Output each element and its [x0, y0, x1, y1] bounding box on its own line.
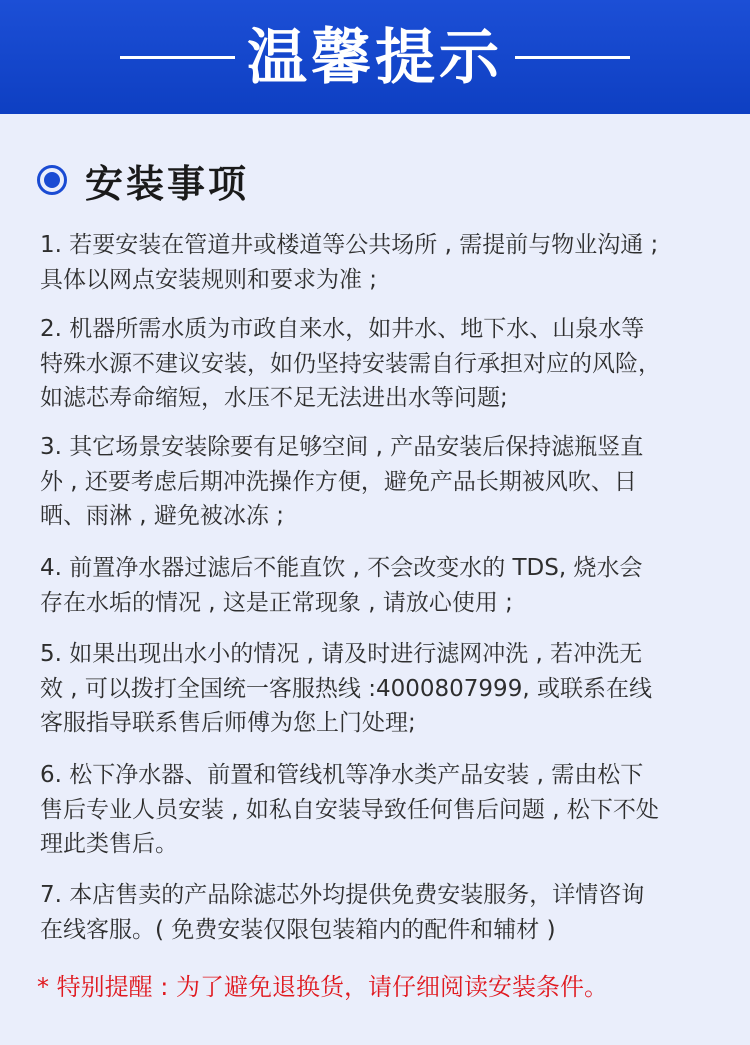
instruction-item-7: 7. 本店售卖的产品除滤芯外均提供免费安装服务，详情咨询 在线客服。( 免费安装仅限包装箱内的配件和辅材 ) [40, 882, 645, 943]
page-title: 温馨提示 [247, 23, 503, 93]
instruction-item-1: 1. 若要安装在管道井或楼道等公共场所 , 需提前与物业沟通 ; 具体以网点安装规则和要求为准 ; [40, 232, 659, 293]
section-heading [37, 150, 249, 210]
instruction-item-5: 5. 如果出现出水小的情况 , 请及时进行滤网冲洗 , 若冲洗无 效 , 可以拨打全国统一客服热线 :4000807999, 或联系在线 客服指导联系售后师傅为您上门处理; [40, 641, 652, 736]
instruction-item-3: 3. 其它场景安装除要有足够空间 , 产品安装后保持滤瓶竖直 外 , 还要考虑后期冲洗操作方便，避免产品长期被风吹、日 晒、雨淋 , 避免被冰冻 ; [40, 434, 644, 529]
bullet-icon [37, 165, 67, 195]
header-banner [0, 0, 750, 114]
instruction-item-6: 6. 松下净水器、前置和管线机等净水类产品安装 , 需由松下 售后专业人员安装 , 如私自安装导致任何售后问题 , 松下不处 理此类售后。 [40, 762, 659, 857]
instruction-item-2: 2. 机器所需水质为市政自来水，如井水、地下水、山泉水等 特殊水源不建议安装，如仍坚持安装需自行承担对应的风险， 如滤芯寿命缩短，水压不足无法进出水等问题; [40, 316, 661, 411]
section-title: 安装事项 [85, 161, 250, 206]
instruction-item-4: 4. 前置净水器过滤后不能直饮 , 不会改变水的 TDS, 烧水会 存在水垢的情况 , 这是正常现象 , 请放心使用 ; [40, 555, 643, 616]
title-rule-right [515, 56, 630, 59]
special-reminder: * 特别提醒 : 为了避免退换货，请仔细阅读安装条件。 [37, 973, 608, 1001]
